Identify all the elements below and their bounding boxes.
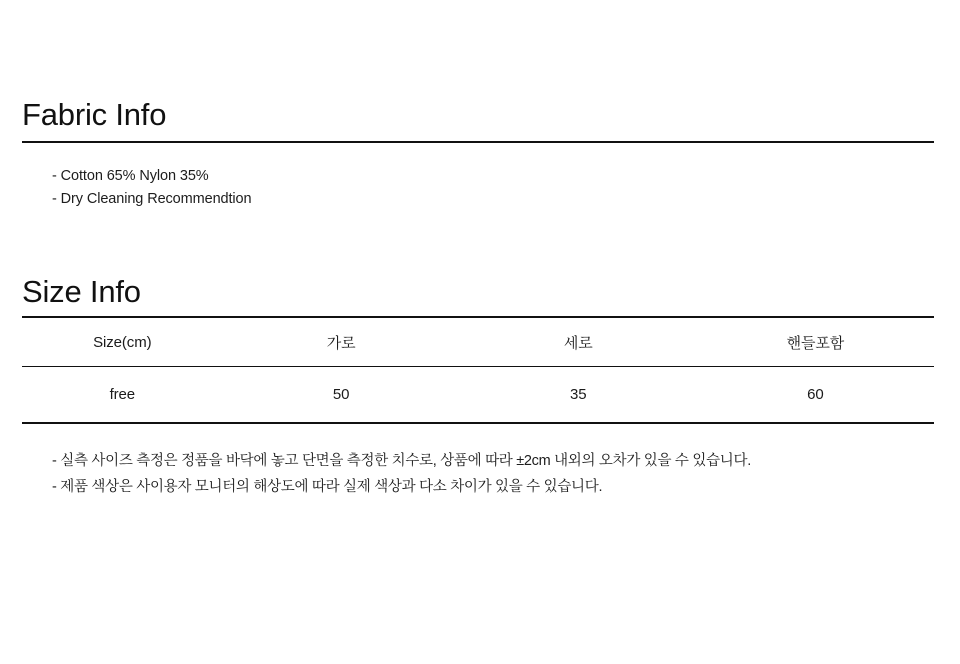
column-header-height: 세로 <box>460 317 697 367</box>
table-header-row <box>22 317 934 367</box>
size-info-title: Size Info <box>22 274 141 309</box>
fabric-info-section <box>22 98 934 211</box>
cell-size: free <box>22 367 223 424</box>
cell-width: 50 <box>223 367 460 424</box>
cell-height: 35 <box>460 367 697 424</box>
size-table <box>22 316 934 424</box>
size-table-body <box>22 367 934 424</box>
size-table-header <box>22 317 934 367</box>
fabric-info-title: Fabric Info <box>22 97 167 132</box>
list-item: - Dry Cleaning Recommendtion <box>52 191 252 208</box>
list-item: - 실측 사이즈 측정은 정품을 바닥에 놓고 단면을 측정한 치수로, 상품에 따라 ±2cm 내외의 오차가 있을 수 있습니다. <box>52 453 751 470</box>
fabric-info-list <box>22 143 934 211</box>
column-header-with-handle: 핸들포함 <box>697 317 934 367</box>
size-info-notes <box>22 424 934 500</box>
list-item: - Cotton 65% Nylon 35% <box>52 168 209 185</box>
column-header-size: Size(cm) <box>22 317 223 367</box>
cell-with-handle: 60 <box>697 367 934 424</box>
size-info-section <box>22 275 934 500</box>
list-item: - 제품 색상은 사이용자 모니터의 해상도에 따라 실제 색상과 다소 차이가 있을 수 있습니다. <box>52 479 603 496</box>
table-row <box>22 367 934 424</box>
column-header-width: 가로 <box>223 317 460 367</box>
